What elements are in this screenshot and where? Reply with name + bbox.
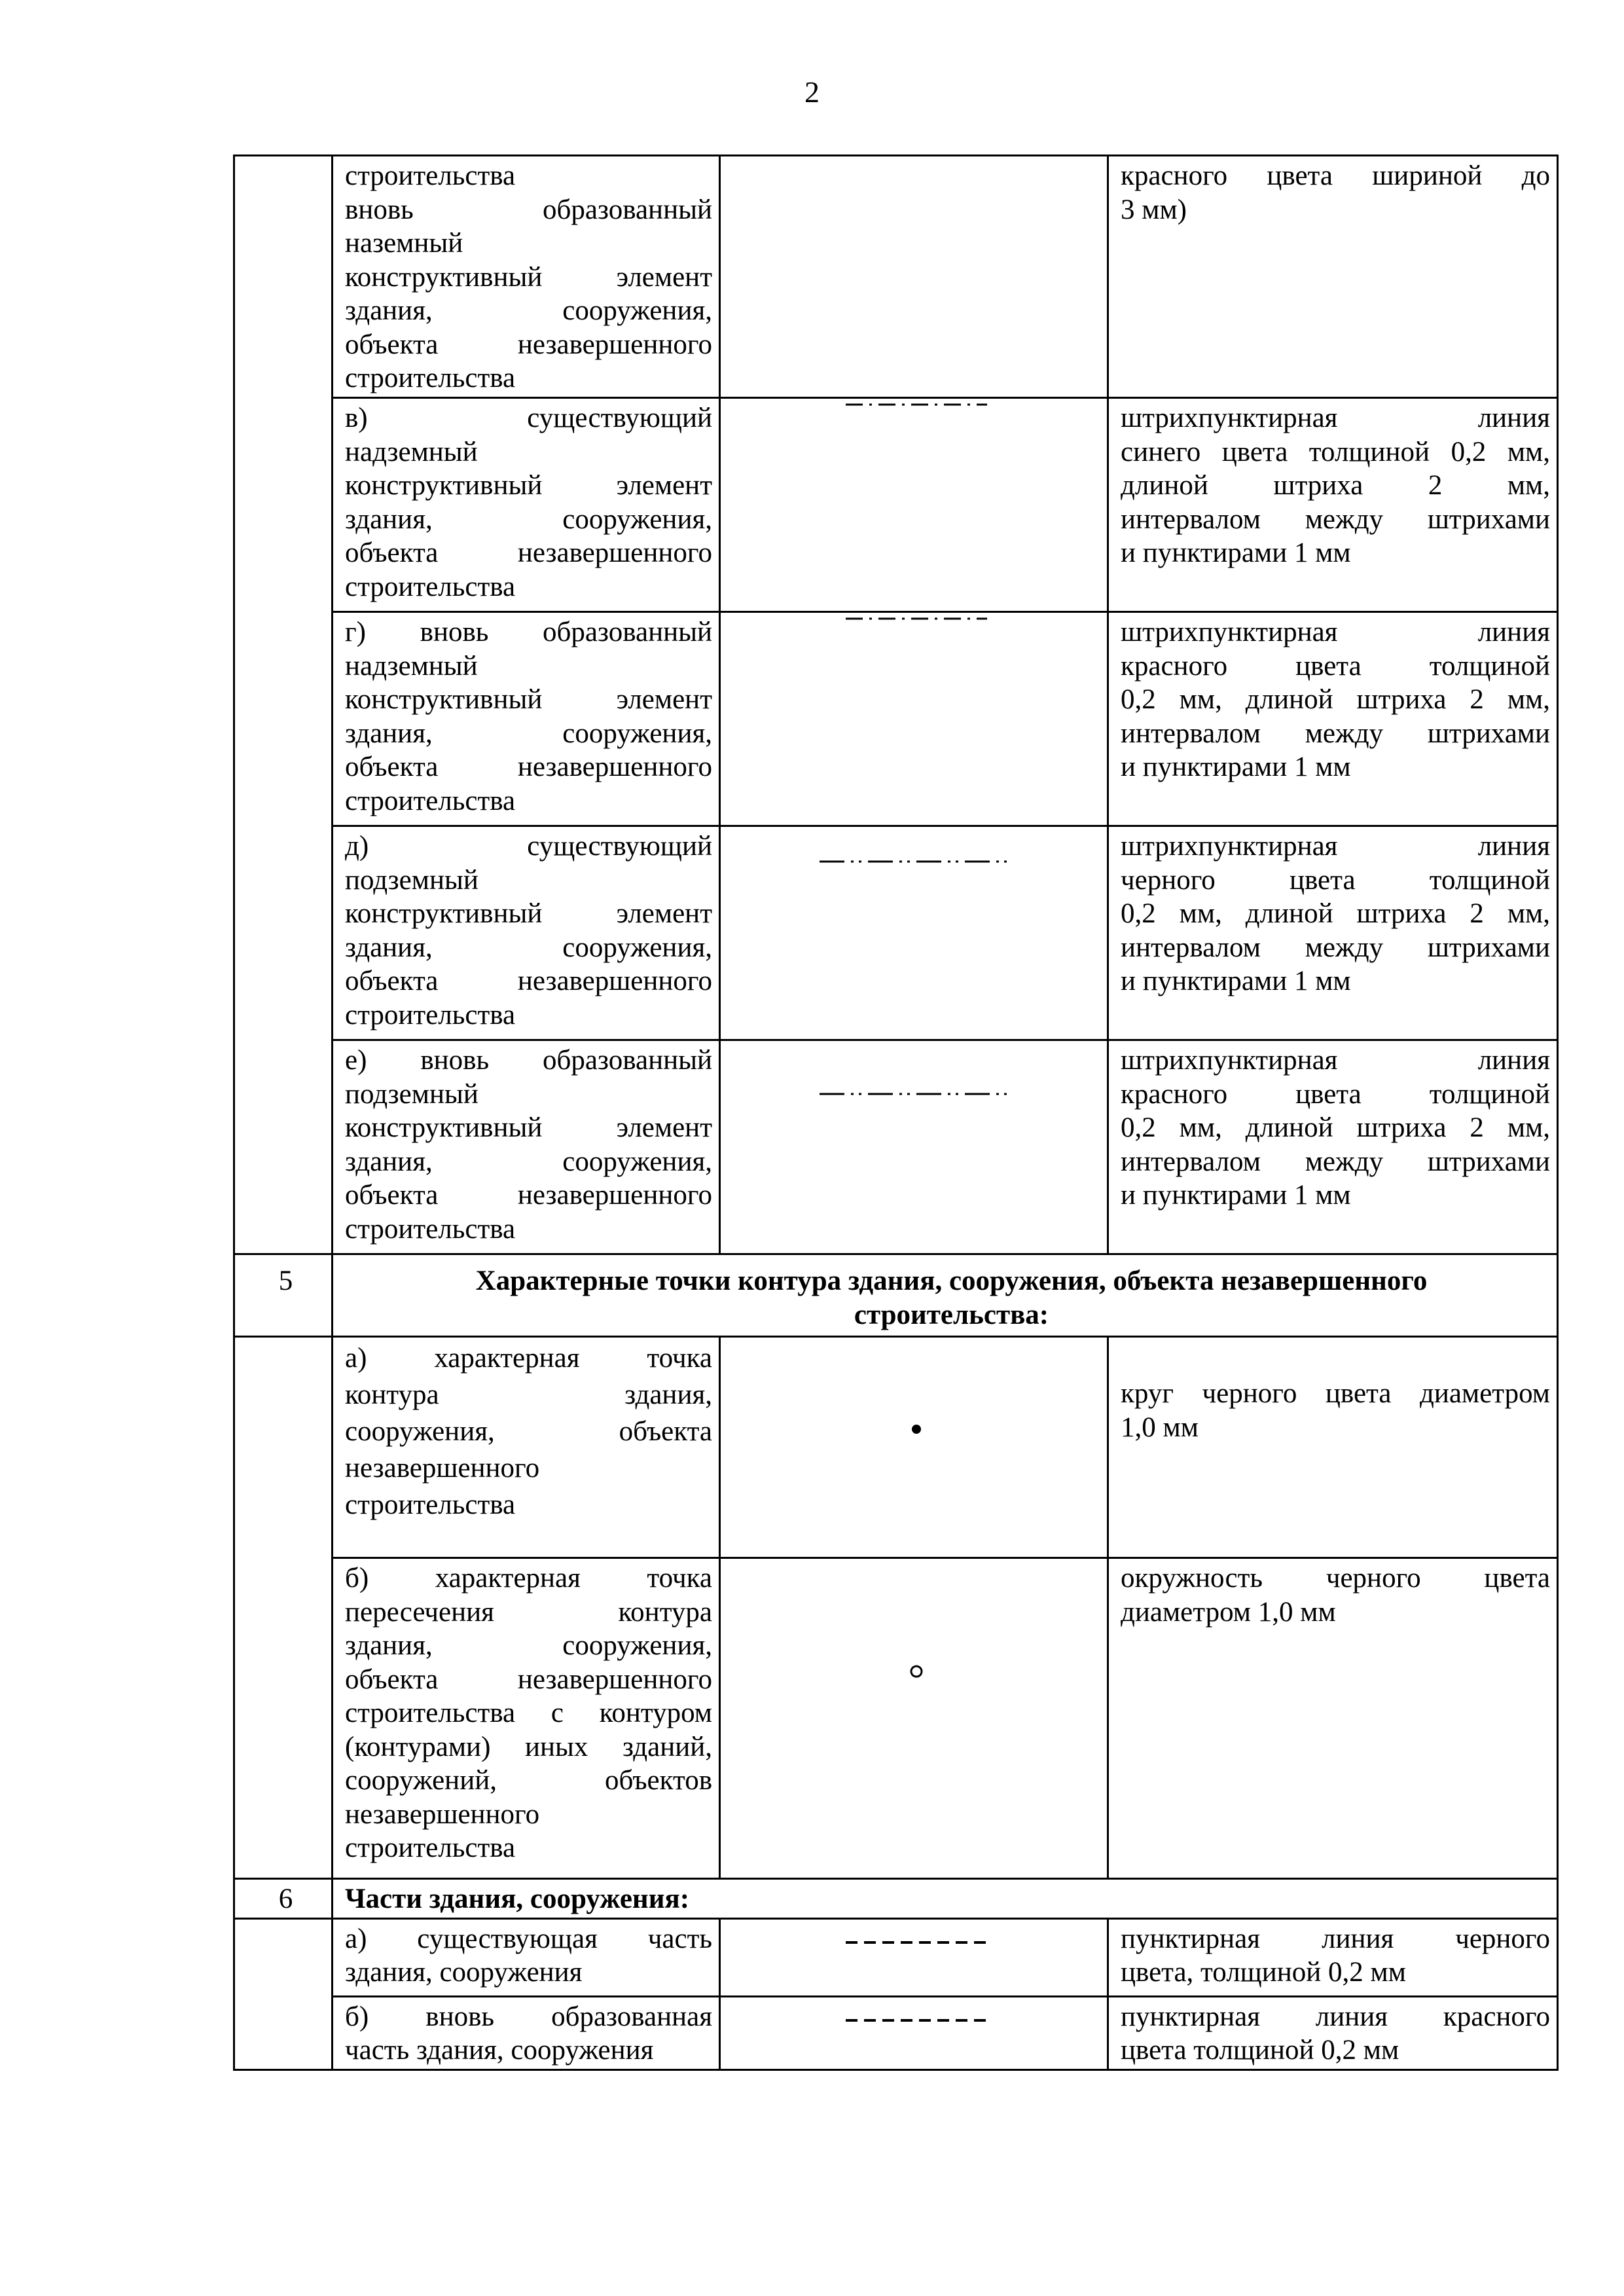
description-line: интервалом между штрихами — [1121, 932, 1550, 963]
name-line: надземный — [345, 650, 478, 682]
name-line: вновь образованный — [345, 194, 712, 225]
element-name-cell — [333, 612, 720, 826]
description-cell — [1108, 1337, 1558, 1558]
description-line: и пунктирами 1 мм — [1121, 538, 1351, 568]
element-name-cell — [333, 398, 720, 612]
name-line: д) существующий — [345, 831, 712, 862]
name-line: а) существующая часть — [345, 1923, 712, 1954]
description-line: штрихпунктирная линия — [1121, 1045, 1550, 1076]
table-row — [234, 398, 1558, 612]
filled-dot-symbol — [910, 1423, 923, 1436]
name-line: объекта незавершенного — [345, 329, 712, 360]
description-cell — [1108, 1040, 1558, 1254]
dash-double-dot-line-symbol — [818, 1091, 1015, 1097]
name-line: надземный — [345, 436, 478, 467]
description-line: интервалом между штрихами — [1121, 1146, 1550, 1177]
description-cell — [1108, 156, 1558, 398]
table-row — [234, 826, 1558, 1040]
row-number-cell — [234, 1337, 333, 1879]
name-line: часть здания, сооружения — [345, 2035, 654, 2066]
name-line: объекта незавершенного — [345, 538, 712, 568]
description-line: красного цвета толщиной — [1121, 650, 1550, 682]
description-line: штрихпунктирная линия — [1121, 617, 1550, 647]
element-name-cell — [333, 156, 720, 398]
section-header-row — [234, 1254, 1558, 1337]
name-line: строительства — [345, 160, 516, 191]
description-line: 0,2 мм, длиной штриха 2 мм, — [1121, 898, 1550, 929]
description-line: диаметром 1,0 мм — [1121, 1596, 1336, 1628]
name-line: строительства — [345, 785, 516, 816]
name-line: незавершенного — [345, 1798, 540, 1830]
description-line: цвета толщиной 0,2 мм — [1121, 2035, 1399, 2066]
table-row — [234, 1040, 1558, 1254]
symbol-cell — [720, 156, 1108, 398]
element-name-cell — [333, 1337, 720, 1558]
description-line: окружность черного цвета — [1121, 1563, 1550, 1594]
table-row — [234, 1918, 1558, 1996]
description-line: 0,2 мм, длиной штриха 2 мм, — [1121, 684, 1550, 715]
name-line: строительства — [345, 363, 516, 393]
name-line: объекта незавершенного — [345, 966, 712, 996]
description-line: цвета, толщиной 0,2 мм — [1121, 1957, 1406, 1988]
legend-table — [233, 155, 1559, 2071]
table-row — [234, 1558, 1558, 1879]
name-line: строительства с контуром — [345, 1698, 712, 1728]
dash-dot-line-symbol — [844, 401, 988, 408]
section-title: Части здания, сооружения: — [333, 1879, 1558, 1919]
name-line: подземный — [345, 864, 478, 896]
section-header-row — [234, 1879, 1558, 1919]
description-line: штрихпунктирная линия — [1121, 831, 1550, 862]
name-line: наземный — [345, 228, 463, 259]
name-line: незавершенного — [345, 1453, 540, 1484]
name-line: б) вновь образованная — [345, 2001, 712, 2032]
name-line: контура здания, — [345, 1379, 712, 1410]
element-name-cell — [333, 1558, 720, 1879]
name-line: е) вновь образованный — [345, 1045, 712, 1076]
description-line: красного цвета шириной до — [1121, 160, 1550, 191]
description-line: черного цвета толщиной — [1121, 864, 1550, 896]
description-line: красного цвета толщиной — [1121, 1078, 1550, 1110]
section-title: Характерные точки контура здания, сооружения, объекта незавершенного строительства: — [333, 1254, 1558, 1337]
name-line: здания, сооружения, — [345, 718, 712, 749]
name-line: строительства — [345, 571, 516, 602]
description-line: 1,0 мм — [1121, 1412, 1199, 1443]
symbol-cell — [720, 1996, 1108, 2069]
description-line: интервалом между штрихами — [1121, 503, 1550, 535]
name-line: строительства — [345, 999, 516, 1030]
description-line: 3 мм) — [1121, 194, 1187, 225]
dash-double-dot-line-symbol — [818, 858, 1015, 865]
element-name-cell — [333, 1996, 720, 2069]
description-line: интервалом между штрихами — [1121, 718, 1550, 749]
description-line: пунктирная линия красного — [1121, 2001, 1550, 2032]
description-cell — [1108, 1918, 1558, 1996]
table-row — [234, 1996, 1558, 2069]
table-row — [234, 156, 1558, 398]
name-line: б) характерная точка — [345, 1563, 712, 1594]
dash-dot-line-symbol — [844, 615, 988, 622]
name-line: г) вновь образованный — [345, 617, 712, 647]
row-number-cell — [234, 156, 333, 1254]
name-line: здания, сооружения, — [345, 1146, 712, 1177]
row-number-cell — [234, 1918, 333, 2069]
name-line: здания, сооружения — [345, 1957, 583, 1988]
description-line: синего цвета толщиной 0,2 мм, — [1121, 436, 1550, 467]
dashed-line-symbol — [844, 1939, 988, 1946]
element-name-cell — [333, 1918, 720, 1996]
name-line: строительства — [345, 1213, 516, 1245]
name-line: здания, сооружения, — [345, 932, 712, 963]
name-line: конструктивный элемент — [345, 684, 712, 715]
name-line: конструктивный элемент — [345, 470, 712, 501]
symbol-cell — [720, 612, 1108, 826]
section-number: 5 — [234, 1254, 333, 1337]
name-line: а) характерная точка — [345, 1343, 712, 1374]
name-line: конструктивный элемент — [345, 1112, 712, 1143]
name-line: здания, сооружения, — [345, 1630, 712, 1661]
description-cell — [1108, 398, 1558, 612]
description-cell — [1108, 1558, 1558, 1879]
name-line: объекта незавершенного — [345, 1180, 712, 1211]
symbol-cell — [720, 1337, 1108, 1558]
description-line: круг черного цвета диаметром — [1121, 1378, 1550, 1409]
description-line: и пунктирами 1 мм — [1121, 1180, 1351, 1211]
name-line: конструктивный элемент — [345, 898, 712, 929]
description-cell — [1108, 1996, 1558, 2069]
symbol-cell — [720, 1918, 1108, 1996]
name-line: (контурами) иных зданий, — [345, 1731, 712, 1762]
element-name-cell — [333, 826, 720, 1040]
name-line: подземный — [345, 1078, 478, 1110]
symbol-cell — [720, 1040, 1108, 1254]
name-line: пересечения контура — [345, 1596, 712, 1628]
page-number: 2 — [804, 75, 820, 109]
name-line: строительства — [345, 1832, 516, 1863]
table-row — [234, 612, 1558, 826]
symbol-cell — [720, 398, 1108, 612]
description-cell — [1108, 826, 1558, 1040]
description-line: длиной штриха 2 мм, — [1121, 470, 1550, 501]
name-line: сооружений, объектов — [345, 1765, 712, 1796]
description-cell — [1108, 612, 1558, 826]
description-line: 0,2 мм, длиной штриха 2 мм, — [1121, 1112, 1550, 1143]
description-line: и пунктирами 1 мм — [1121, 752, 1351, 782]
open-circle-symbol — [909, 1664, 924, 1679]
name-line: конструктивный элемент — [345, 261, 712, 293]
section-number: 6 — [234, 1879, 333, 1919]
description-line: штрихпунктирная линия — [1121, 403, 1550, 433]
name-line: в) существующий — [345, 403, 712, 433]
element-name-cell — [333, 1040, 720, 1254]
symbol-cell — [720, 826, 1108, 1040]
name-line: объекта незавершенного — [345, 752, 712, 782]
name-line: строительства — [345, 1489, 516, 1520]
table-row — [234, 1337, 1558, 1558]
dashed-line-symbol — [844, 2017, 988, 2024]
name-line: здания, сооружения, — [345, 503, 712, 535]
name-line: объекта незавершенного — [345, 1664, 712, 1695]
description-line: пунктирная линия черного — [1121, 1923, 1550, 1954]
description-line: и пунктирами 1 мм — [1121, 966, 1351, 996]
name-line: здания, сооружения, — [345, 295, 712, 326]
symbol-cell — [720, 1558, 1108, 1879]
name-line: сооружения, объекта — [345, 1416, 712, 1447]
